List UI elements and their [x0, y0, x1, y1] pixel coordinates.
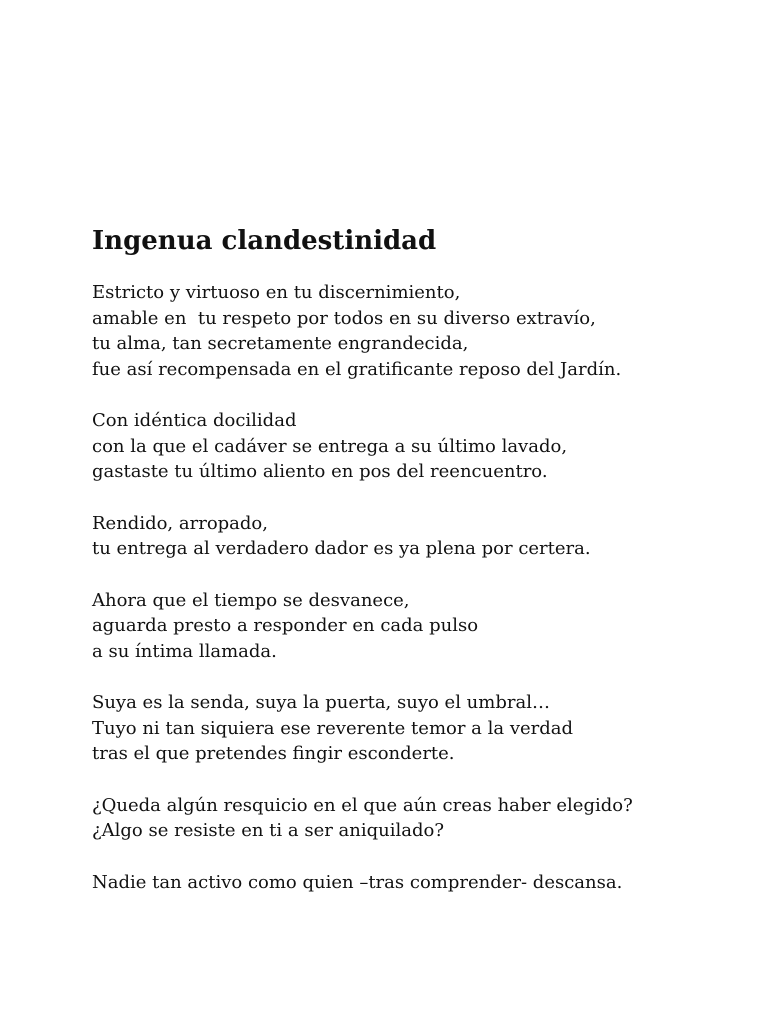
poem-line: tu entrega al verdadero dador es ya plena por certera.: [92, 538, 591, 559]
stanza-7: [92, 870, 732, 896]
stanza-6: [92, 793, 732, 844]
poem-line: Tuyo ni tan siquiera ese reverente temor a la verdad: [92, 717, 574, 739]
poem-line: a su íntima llamada.: [92, 640, 277, 662]
poem-line: tu alma, tan secretamente engrandecida,: [92, 333, 469, 354]
poem-line: Ahora que el tiempo se desvanece,: [92, 589, 410, 611]
poem-title: Ingenua clandestinidad: [92, 226, 437, 256]
poem-line: Nadie tan activo como quien –tras comprender- descansa.: [92, 871, 623, 893]
poem-line: Estricto y virtuoso en tu discernimiento,: [92, 282, 461, 303]
stanza-1: [92, 280, 732, 382]
poem-line: tras el que pretendes fingir esconderte.: [92, 743, 455, 764]
poem-page: [92, 224, 732, 921]
stanza-5: [92, 690, 732, 767]
poem-line: ¿Algo se resiste en ti a ser aniquilado?: [92, 820, 444, 841]
poem-line: gastaste tu último aliento en pos del reencuentro.: [92, 461, 548, 482]
stanza-2: [92, 408, 732, 485]
poem-line: Con idéntica docilidad: [92, 410, 297, 431]
poem-line: ¿Queda algún resquicio en el que aún creas haber elegido?: [92, 794, 633, 816]
poem-line: con la que el cadáver se entrega a su último lavado,: [92, 435, 568, 457]
stanza-4: [92, 588, 732, 665]
poem-line: Rendido, arropado,: [92, 512, 268, 534]
poem-line: amable en tu respeto por todos en su diverso extravío,: [92, 307, 596, 329]
poem-line: Suya es la senda, suya la puerta, suyo el umbral…: [92, 692, 550, 713]
poem-line: aguarda presto a responder en cada pulso: [92, 615, 479, 636]
stanza-3: [92, 511, 732, 562]
poem-line: fue así recompensada en el gratificante reposo del Jardín.: [92, 358, 622, 380]
